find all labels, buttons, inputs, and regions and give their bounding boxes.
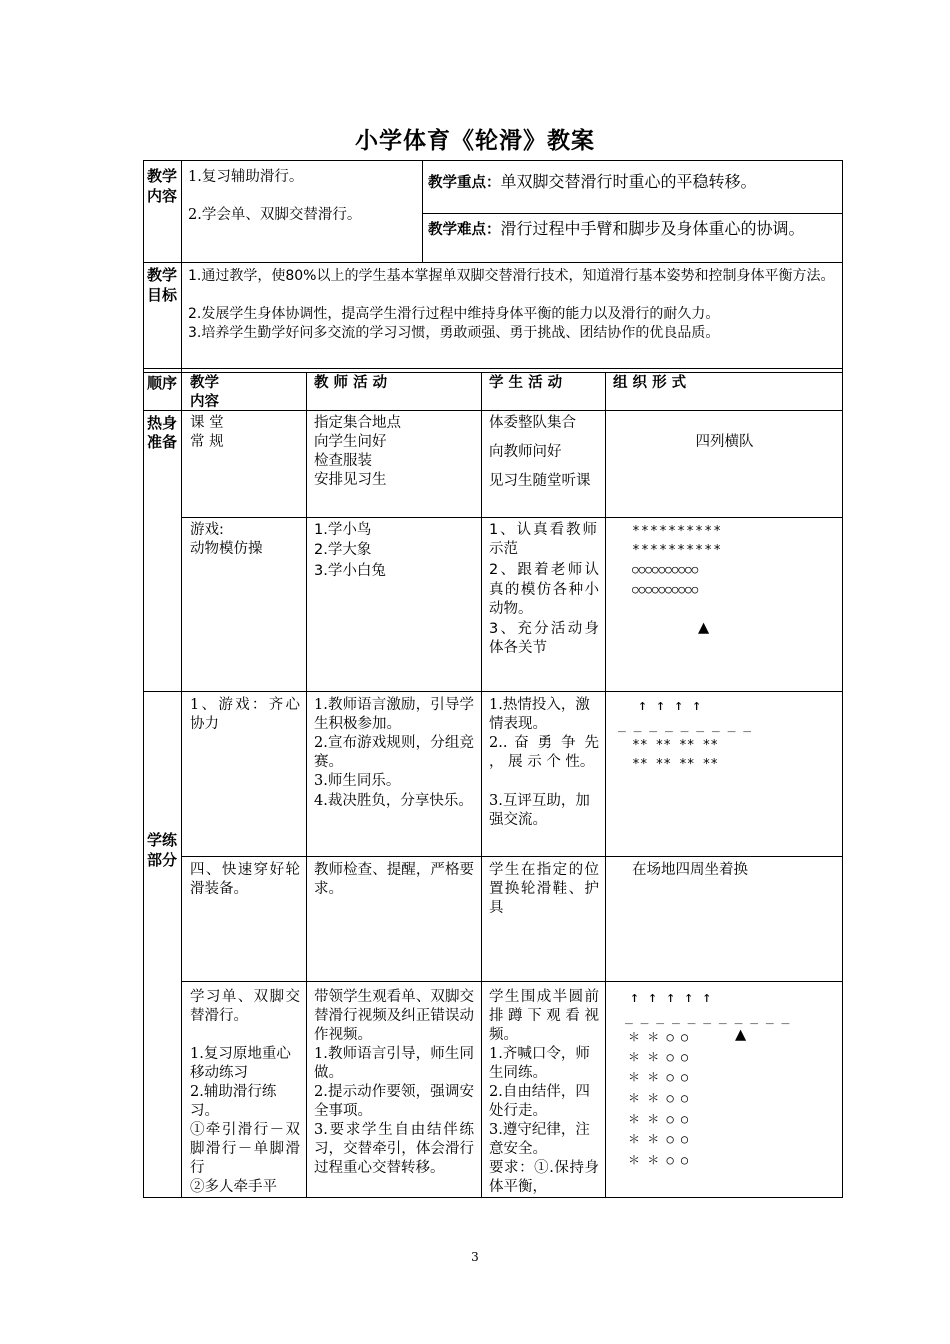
skating-student-3: 2.自由结伴，四处行走。 bbox=[489, 1084, 590, 1119]
skating-teacher-2: 1.教师语言引导，师生同做。 bbox=[314, 1046, 474, 1081]
page-title: 小学体育《轮滑》教案 bbox=[355, 128, 595, 154]
formation-row: ＊ ＊ ○ ○ bbox=[628, 1091, 689, 1105]
game-student-2: 2、跟着老师认真的模仿各种小动物。 bbox=[489, 562, 599, 617]
divider bbox=[422, 160, 423, 262]
gear-content: 四、快速穿好轮滑装备。 bbox=[190, 862, 300, 897]
gear-org: 在场地四周坐着换 bbox=[632, 862, 748, 878]
practice-game-teacher-3: 3.师生同乐。 bbox=[314, 773, 401, 789]
formation-row: _ _ _ _ _ _ _ _ _ bbox=[618, 718, 752, 733]
skating-student-4: 3.遵守纪律，注意安全。 bbox=[489, 1122, 590, 1157]
formation-row: ********** bbox=[632, 524, 723, 539]
content-item-2: 2.学会单、双脚交替滑行。 bbox=[188, 207, 362, 223]
warmup-teacher-3: 检查服装 bbox=[314, 453, 372, 469]
divider bbox=[143, 691, 843, 692]
practice-game-student-1: 1.热情投入，激情表现。 bbox=[489, 697, 590, 732]
game-teacher-1: 1.学小鸟 bbox=[314, 522, 372, 538]
divider bbox=[143, 368, 843, 369]
skating-content-1: 学习单、双脚交替滑行。 bbox=[190, 989, 300, 1024]
formation-row: ＊ ＊ ○ ○ bbox=[628, 1070, 689, 1084]
page-number: 3 bbox=[471, 1250, 479, 1264]
formation-row: ○○○○○○○○○○ bbox=[632, 563, 699, 576]
warmup-student-2: 向教师问好 bbox=[489, 444, 562, 460]
game-teacher-2: 2.学大象 bbox=[314, 542, 372, 558]
formation-row: ********** bbox=[632, 543, 723, 558]
routine-line2: 常 规 bbox=[190, 434, 224, 450]
divider bbox=[605, 372, 606, 1198]
skating-student-5: 要求：①.保持身体平衡， bbox=[489, 1160, 599, 1195]
practice-game-content: 1、游戏：齐心协力 bbox=[190, 697, 300, 732]
key-point-label: 教学重点： bbox=[428, 175, 501, 191]
formation-row: ** ** ** ** bbox=[632, 757, 719, 772]
skating-content-2: 1.复习原地重心移动练习 bbox=[190, 1046, 291, 1081]
skating-teacher-1: 带领学生观看单、双脚交替滑行视频及纠正错误动作视频。 bbox=[314, 989, 474, 1043]
divider bbox=[306, 372, 307, 1198]
warmup-teacher-2: 向学生问好 bbox=[314, 434, 387, 450]
teacher-header: 教 师 活 动 bbox=[314, 375, 388, 391]
formation-row: ＊ ＊ ○ ○ bbox=[628, 1030, 689, 1044]
gear-student: 学生在指定的位置换轮滑鞋、护具 bbox=[489, 862, 599, 916]
practice-label: 学练部分 bbox=[147, 831, 178, 869]
skating-content-5: ②多人牵手平 bbox=[190, 1179, 277, 1195]
warmup-student-1: 体委整队集合 bbox=[489, 415, 576, 431]
formation-row: _ _ _ _ _ _ _ _ _ _ _ bbox=[625, 1010, 790, 1025]
practice-game-teacher-4: 4.裁决胜负，分享快乐。 bbox=[314, 793, 473, 809]
formation-row: ＊ ＊ ○ ○ bbox=[628, 1153, 689, 1167]
divider bbox=[143, 410, 843, 411]
goal-3: 3.培养学生勤学好问多交流的学习习惯，勇敢顽强、勇于挑战、团结协作的优良品质。 bbox=[188, 325, 720, 341]
content-label: 教学内容 bbox=[147, 167, 178, 205]
skating-content-4: ①牵引滑行－双脚滑行－单脚滑行 bbox=[190, 1122, 300, 1176]
teacher-marker-icon: ▲ bbox=[698, 620, 710, 636]
content-header-line1: 教学 bbox=[190, 375, 219, 391]
practice-game-student-3: 3.互评互助，加强交流。 bbox=[489, 793, 590, 828]
practice-game-teacher-2: 2.宣布游戏规则，分组竞赛。 bbox=[314, 735, 474, 770]
divider bbox=[143, 262, 843, 263]
game-line2: 动物模仿操 bbox=[190, 541, 263, 557]
skating-teacher-4: 3.要求学生自由结伴练习，交替牵引，体会滑行过程重心交替转移。 bbox=[314, 1122, 474, 1176]
warmup-teacher-1: 指定集合地点 bbox=[314, 415, 401, 431]
warmup-student-3: 见习生随堂听课 bbox=[489, 473, 591, 489]
formation-row: ○○○○○○○○○○ bbox=[632, 583, 699, 596]
key-point-text: 单双脚交替滑行时重心的平稳转移。 bbox=[500, 172, 757, 191]
divider bbox=[143, 372, 843, 373]
formation-row: ** ** ** ** bbox=[632, 738, 719, 753]
divider bbox=[422, 213, 843, 214]
difficult-point bbox=[428, 218, 838, 241]
goal-1: 1.通过教学，使80%以上的学生基本掌握单双脚交替滑行技术，知道滑行基本姿势和控制身体平衡方法。 bbox=[188, 268, 835, 284]
skating-student-2: 1.齐喊口令，师生同练。 bbox=[489, 1046, 590, 1081]
content-header-line2: 内容 bbox=[190, 394, 219, 410]
org-header: 组 织 形 式 bbox=[613, 375, 687, 391]
game-student-1: 1、认真看教师示范 bbox=[489, 522, 597, 557]
goal-2: 2.发展学生身体协调性，提高学生滑行过程中维持身体平衡的能力以及滑行的耐久力。 bbox=[188, 306, 720, 322]
game-line1: 游戏: bbox=[190, 522, 224, 538]
warmup-teacher-4: 安排见习生 bbox=[314, 472, 387, 488]
student-header: 学 生 活 动 bbox=[489, 375, 563, 391]
key-point bbox=[428, 171, 838, 194]
difficult-point-text: 滑行过程中手臂和脚步及身体重心的协调。 bbox=[500, 219, 805, 238]
skating-student-1: 学生围成半圆前排蹲下观看视频。 bbox=[489, 989, 599, 1043]
divider bbox=[181, 517, 843, 518]
game-student-3: 3、充分活动身体各关节 bbox=[489, 621, 599, 656]
divider bbox=[181, 160, 182, 1198]
content-item-1: 1.复习辅助滑行。 bbox=[188, 169, 304, 185]
practice-game-student-2: 2.. 奋 勇 争 先 ， 展 示 个 性。 bbox=[489, 735, 599, 770]
warmup-label: 热身准备 bbox=[147, 414, 178, 451]
difficult-point-label: 教学难点： bbox=[428, 222, 501, 238]
gear-teacher: 教师检查、提醒，严格要求。 bbox=[314, 862, 474, 897]
formation-row: ↑ ↑ ↑ ↑ bbox=[638, 696, 702, 714]
divider bbox=[181, 856, 843, 857]
skating-teacher-3: 2.提示动作要领，强调安全事项。 bbox=[314, 1084, 474, 1119]
formation-row: ＊ ＊ ○ ○ bbox=[628, 1132, 689, 1146]
teacher-marker-icon: ▲ bbox=[735, 1027, 747, 1043]
routine-line1: 课 堂 bbox=[190, 415, 224, 431]
game-teacher-3: 3.学小白兔 bbox=[314, 563, 386, 579]
practice-game-teacher-1: 1.教师语言激励，引导学生积极参加。 bbox=[314, 697, 474, 732]
formation-row: ＊ ＊ ○ ○ bbox=[628, 1112, 689, 1126]
formation-row: ＊ ＊ ○ ○ bbox=[628, 1050, 689, 1064]
order-header: 顺序 bbox=[147, 374, 178, 392]
divider bbox=[481, 372, 482, 1198]
goals-label: 教学目标 bbox=[147, 266, 178, 304]
formation-row: ↑ ↑ ↑ ↑ ↑ bbox=[630, 988, 712, 1006]
skating-content-3: 2.辅助滑行练习。 bbox=[190, 1084, 277, 1119]
warmup-org: 四列横队 bbox=[695, 434, 754, 450]
divider bbox=[181, 981, 843, 982]
